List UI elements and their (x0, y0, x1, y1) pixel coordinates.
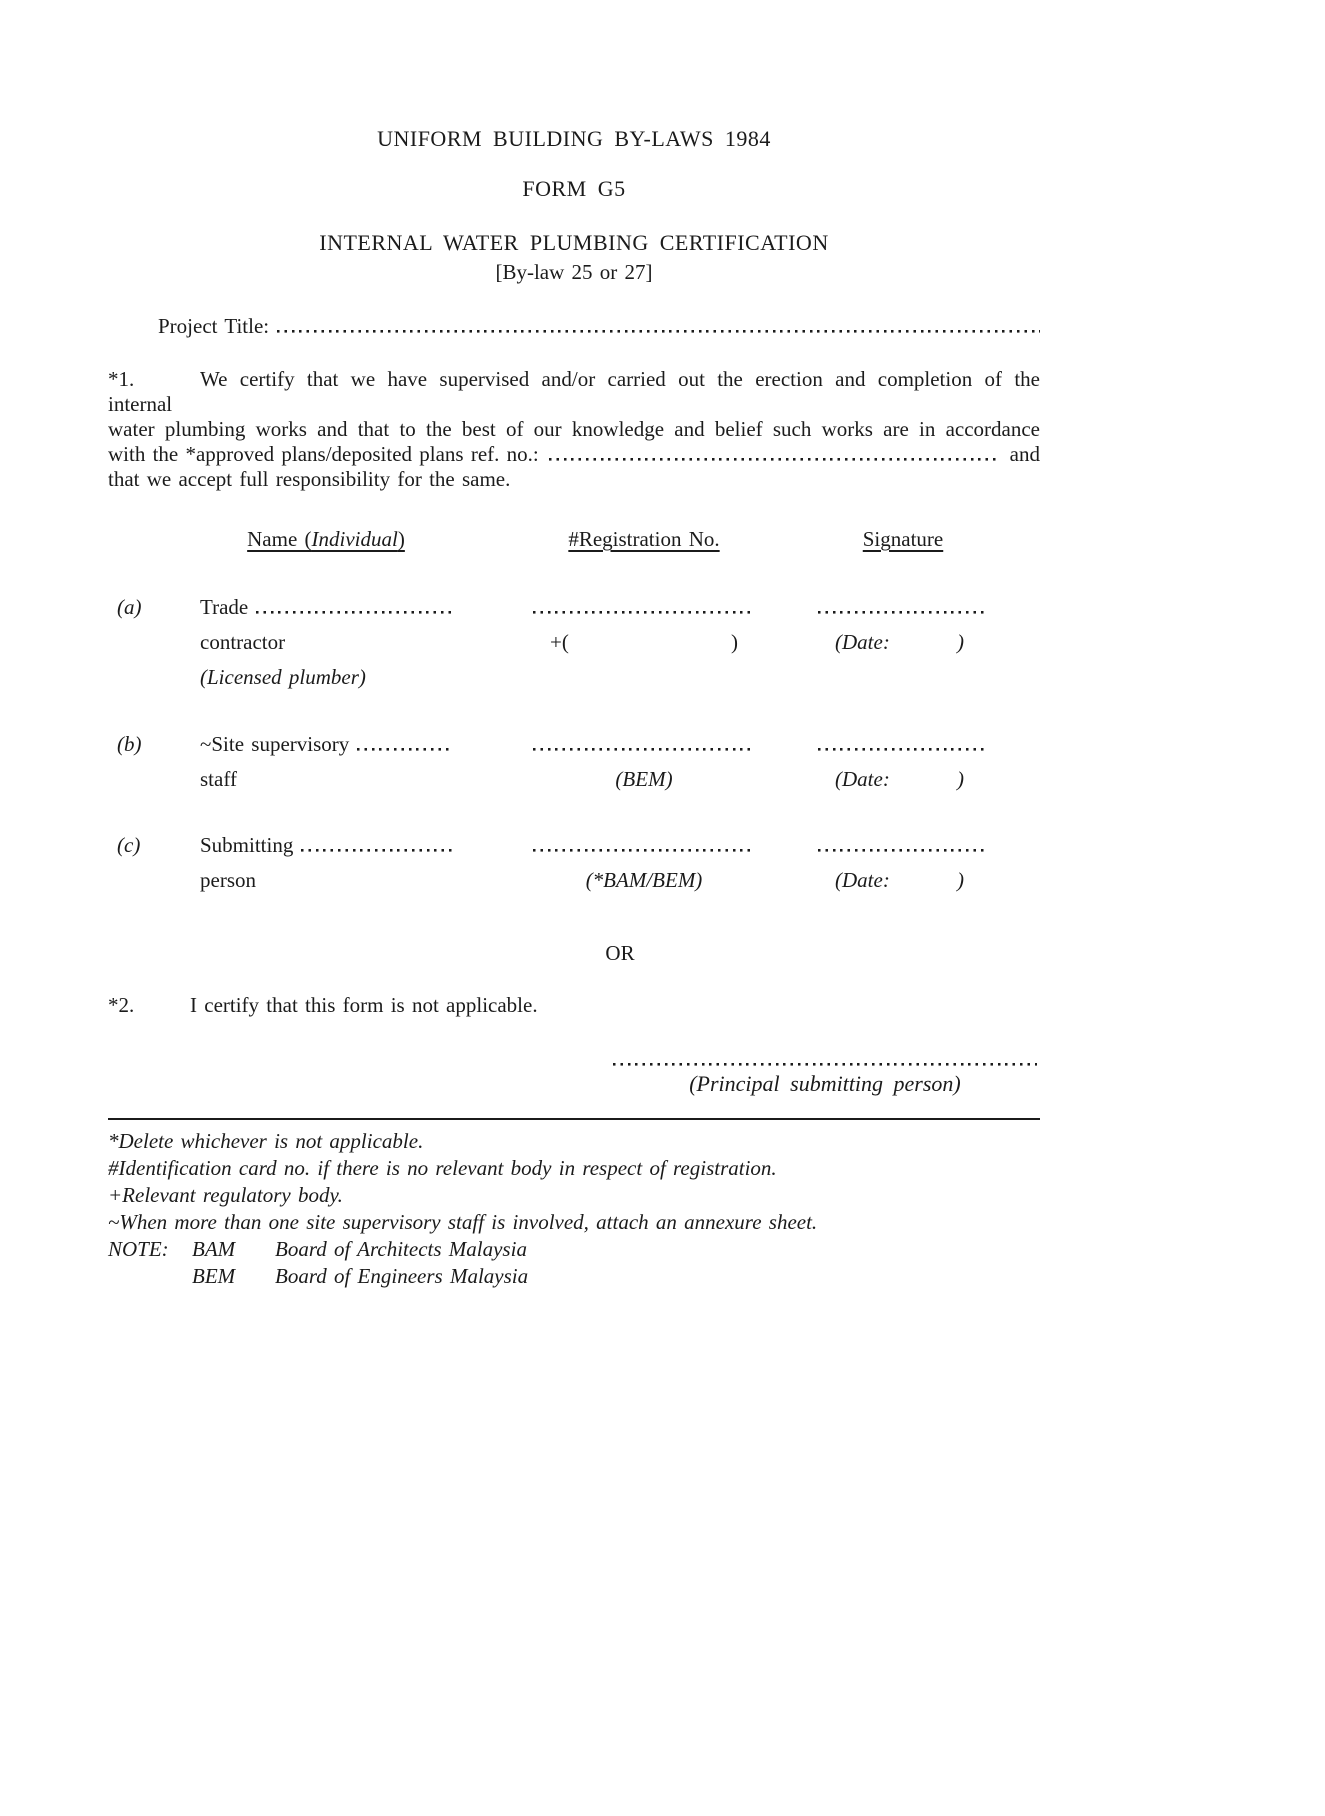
row-b-date-label: (Date: (835, 767, 890, 791)
row-b-registration-cell (533, 732, 755, 751)
table-row-a-line3 (117, 665, 1040, 690)
row-a-date-brackets (818, 630, 988, 655)
table-row-a (117, 595, 1040, 620)
row-b-name-field[interactable] (357, 747, 452, 751)
row-a-reg-close-paren: ) (731, 630, 738, 654)
clause-2-number: *2. (108, 993, 135, 1017)
clause-1-text-2: water plumbing works and that to the best of our knowledge and belief such works are in accordance (108, 417, 1040, 441)
row-a-name-cell (200, 595, 452, 620)
row-a-regulatory-body-brackets (533, 630, 755, 655)
row-a-registration-cell (533, 595, 755, 614)
clause-1-text-3-end: and (1009, 442, 1040, 466)
row-a-name-text: Trade (200, 595, 249, 619)
form-content (108, 0, 1040, 1290)
clause-1-line-4: that we accept full responsibility for the same. (108, 467, 511, 491)
row-b-regulatory-body: (BEM) (615, 767, 673, 791)
column-header-registration: #Registration No. (568, 527, 720, 551)
footnote-delete: *Delete whichever is not applicable. (108, 1129, 424, 1153)
principal-signature-field[interactable] (613, 1062, 1037, 1066)
clause-1-line-3 (108, 442, 1040, 467)
clause-1 (108, 367, 1040, 492)
project-title-field[interactable] (277, 329, 1040, 333)
row-a-name-field[interactable] (256, 610, 452, 614)
row-a-date-close-paren: ) (957, 630, 964, 654)
table-row-b (117, 732, 1040, 757)
row-b-name-text: ~Site supervisory (200, 732, 350, 756)
clause-1-line-2 (108, 417, 1040, 442)
row-a-label: (a) (117, 595, 142, 619)
row-b-label: (b) (117, 732, 142, 756)
row-b-name-line2: staff (200, 767, 237, 791)
row-c-label: (c) (117, 833, 141, 857)
row-a-date-label: (Date: (835, 630, 890, 654)
project-title-label: Project Title: (158, 314, 270, 338)
row-b-date-brackets (818, 767, 988, 792)
clause-1-number: *1. (108, 367, 135, 391)
note-label: NOTE: (108, 1237, 169, 1261)
column-header-name-suffix: ) (397, 527, 405, 551)
or-separator: OR (605, 941, 635, 965)
clause-1-line-1 (108, 367, 1040, 417)
ref-no-field[interactable] (549, 457, 1000, 461)
note-abbr-bem: BEM (192, 1264, 236, 1288)
clause-1-text-3: with the *approved plans/deposited plans ref. no.: (108, 442, 539, 466)
principal-signature-block (613, 1062, 1037, 1097)
form-number: FORM G5 (522, 176, 626, 201)
row-b-registration-field[interactable] (533, 747, 755, 751)
row-a-signature-field[interactable] (818, 610, 988, 614)
form-subtitle: INTERNAL WATER PLUMBING CERTIFICATION (319, 230, 829, 255)
column-header-name-italic: Individual (311, 527, 398, 551)
footnote-divider (108, 1118, 1040, 1120)
row-c-regulatory-body: (*BAM/BEM) (585, 868, 703, 892)
principal-caption: (Principal submitting person) (689, 1071, 961, 1096)
row-b-signature-field[interactable] (818, 747, 988, 751)
note-row-bam (108, 1236, 1040, 1263)
row-c-name-line2: person (200, 868, 256, 892)
table-row-c (117, 833, 1040, 858)
row-c-name-cell (200, 833, 452, 858)
row-a-name-line3: (Licensed plumber) (200, 665, 366, 689)
clause-1-text-1: We certify that we have supervised and/or carried out the erection and completion of the internal (108, 367, 1040, 416)
row-c-signature-cell (818, 833, 988, 852)
footnote-identification: #Identification card no. if there is no relevant body in respect of registration. (108, 1156, 777, 1180)
column-header-signature: Signature (862, 527, 944, 551)
note-row-bem (108, 1263, 1040, 1290)
column-header-name (200, 527, 452, 552)
clause-2 (108, 993, 1040, 1018)
table-row-a-line2 (117, 630, 1040, 655)
row-a-registration-field[interactable] (533, 610, 755, 614)
row-b-signature-cell (818, 732, 988, 751)
row-c-name-text: Submitting (200, 833, 294, 857)
footnote-annexure: ~When more than one site supervisory staff is involved, attach an annexure sheet. (108, 1210, 818, 1234)
row-a-name-line2: contractor (200, 630, 286, 654)
row-c-date-close-paren: ) (957, 868, 964, 892)
footnotes (108, 1128, 1040, 1290)
footnote-regulatory: +Relevant regulatory body. (108, 1183, 343, 1207)
note-abbr-bam: BAM (192, 1237, 236, 1261)
row-c-date-label: (Date: (835, 868, 890, 892)
row-c-signature-field[interactable] (818, 848, 988, 852)
note-desc-bam: Board of Architects Malaysia (275, 1237, 527, 1261)
row-a-reg-open-paren: +( (550, 630, 569, 654)
table-row-c-line2 (117, 868, 1040, 893)
bylaw-reference: [By-law 25 or 27] (495, 260, 653, 284)
form-title: UNIFORM BUILDING BY-LAWS 1984 (377, 126, 771, 151)
table-row-b-line2 (117, 767, 1040, 792)
row-c-registration-cell (533, 833, 755, 852)
project-title-row (108, 314, 1040, 339)
table-header-row (117, 527, 1040, 552)
row-b-name-cell (200, 732, 452, 757)
note-label-spacer (108, 1263, 192, 1290)
note-desc-bem: Board of Engineers Malaysia (275, 1264, 529, 1288)
row-a-signature-cell (818, 595, 988, 614)
row-c-name-field[interactable] (301, 848, 452, 852)
column-header-name-prefix: Name ( (247, 527, 312, 551)
row-c-date-brackets (818, 868, 988, 893)
clause-2-text: I certify that this form is not applicable. (190, 993, 538, 1017)
row-b-date-close-paren: ) (957, 767, 964, 791)
row-c-registration-field[interactable] (533, 848, 755, 852)
